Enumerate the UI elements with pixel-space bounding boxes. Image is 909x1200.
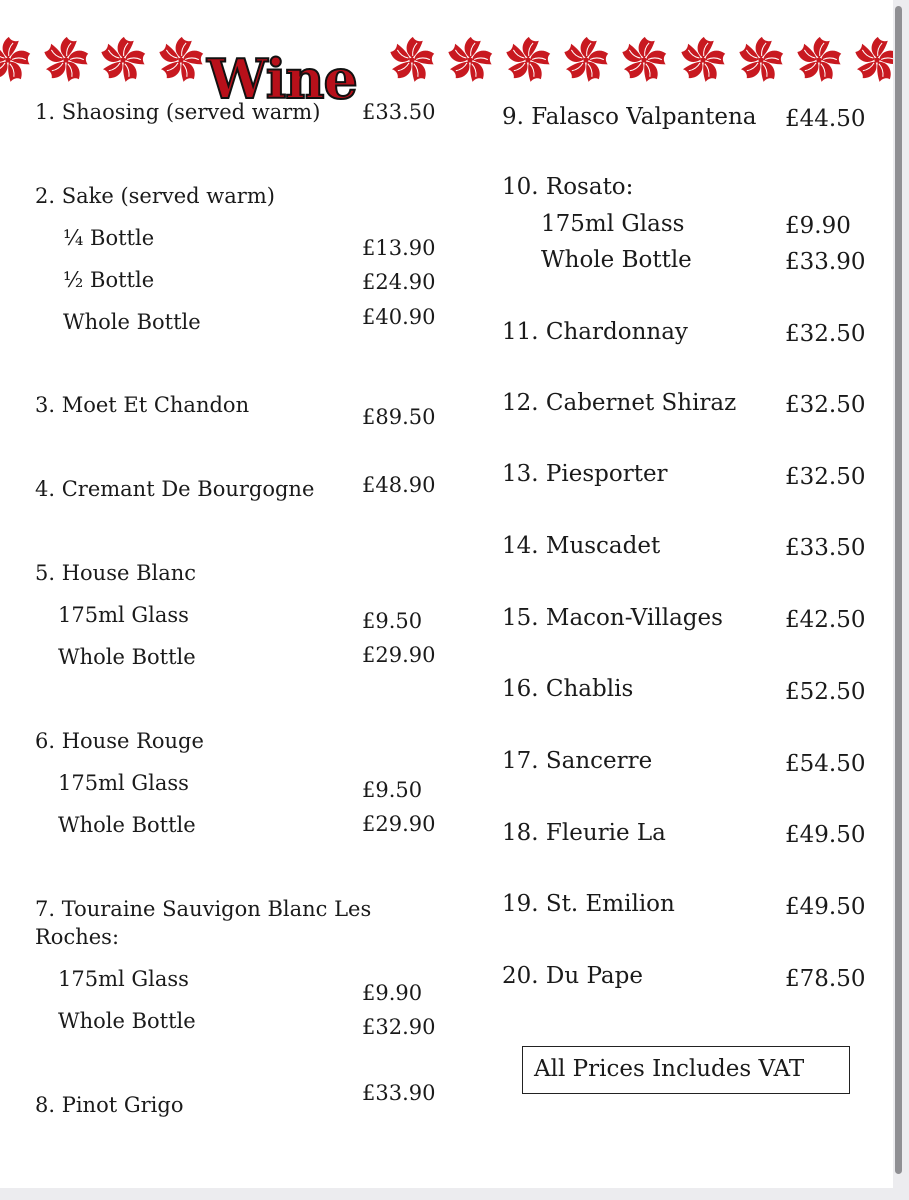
- bauhinia-flower-icon: [618, 34, 670, 86]
- size-label: 175ml Glass: [58, 603, 189, 627]
- scrollbar[interactable]: [895, 6, 902, 1174]
- item-name: 1. Shaosing (served warm): [35, 100, 321, 124]
- bauhinia-flower-icon: [155, 34, 207, 86]
- size-label: Whole Bottle: [58, 813, 196, 837]
- item-price: £89.50: [362, 405, 436, 429]
- item-name: 16. Chablis: [502, 676, 634, 702]
- item-price: £33.50: [785, 535, 866, 561]
- size-label: 175ml Glass: [58, 771, 189, 795]
- bauhinia-flower-icon: [97, 34, 149, 86]
- item-price: £48.90: [362, 473, 436, 497]
- item-price: £9.90: [362, 981, 423, 1005]
- size-label: Whole Bottle: [58, 1009, 196, 1033]
- page-title: Wine: [207, 47, 357, 111]
- bauhinia-flower-icon: [851, 34, 893, 86]
- item-price: £32.90: [362, 1015, 436, 1039]
- item-name: 12. Cabernet Shiraz: [502, 390, 737, 416]
- item-price: £49.50: [785, 894, 866, 920]
- item-name: 18. Fleurie La: [502, 820, 666, 846]
- item-name: 5. House Blanc: [35, 561, 197, 585]
- size-label: Whole Bottle: [63, 310, 201, 334]
- size-label: 175ml Glass: [58, 967, 189, 991]
- item-price: £29.90: [362, 643, 436, 667]
- bauhinia-flower-icon: [502, 34, 554, 86]
- item-price: £54.50: [785, 751, 866, 777]
- item-price: £29.90: [362, 812, 436, 836]
- item-price: £13.90: [362, 236, 436, 260]
- bauhinia-flower-icon: [677, 34, 729, 86]
- item-price: £49.50: [785, 822, 866, 848]
- item-price: £32.50: [785, 392, 866, 418]
- bauhinia-flower-icon: [386, 34, 438, 86]
- item-name: 14. Muscadet: [502, 533, 661, 559]
- item-name: 15. Macon-Villages: [502, 605, 723, 631]
- item-name: 3. Moet Et Chandon: [35, 393, 250, 417]
- item-price: £24.90: [362, 270, 436, 294]
- vat-notice: All Prices Includes VAT: [534, 1056, 805, 1082]
- item-price: £9.50: [362, 609, 423, 633]
- item-name: 11. Chardonnay: [502, 319, 688, 345]
- item-price: £32.50: [785, 464, 866, 490]
- item-name: 4. Cremant De Bourgogne: [35, 477, 315, 501]
- item-price: £52.50: [785, 679, 866, 705]
- item-price: £33.90: [362, 1081, 436, 1105]
- size-label: ¼ Bottle: [63, 226, 155, 250]
- bauhinia-flower-icon: [560, 34, 612, 86]
- item-name: 10. Rosato:: [502, 174, 634, 200]
- header-banner: [0, 24, 893, 111]
- item-price: £44.50: [785, 106, 866, 132]
- item-name-continued: Roches:: [35, 925, 120, 949]
- item-name: 19. St. Emilion: [502, 891, 675, 917]
- item-price: £33.50: [362, 100, 436, 124]
- item-price: £78.50: [785, 966, 866, 992]
- bauhinia-flower-icon: [444, 34, 496, 86]
- item-name: 20. Du Pape: [502, 963, 643, 989]
- bauhinia-flower-icon: [735, 34, 787, 86]
- item-name: 6. House Rouge: [35, 729, 204, 753]
- item-price: £40.90: [362, 305, 436, 329]
- item-price: £42.50: [785, 607, 866, 633]
- item-name: 17. Sancerre: [502, 748, 653, 774]
- item-name: 9. Falasco Valpantena: [502, 104, 757, 130]
- item-price: £9.50: [362, 778, 423, 802]
- size-label: Whole Bottle: [541, 247, 692, 273]
- size-label: Whole Bottle: [58, 645, 196, 669]
- item-name: 2. Sake (served warm): [35, 184, 275, 208]
- bauhinia-flower-icon: [793, 34, 845, 86]
- item-price: £33.90: [785, 249, 866, 275]
- bauhinia-flower-icon: [0, 34, 34, 86]
- bauhinia-flower-icon: [40, 34, 92, 86]
- item-name: 13. Piesporter: [502, 461, 668, 487]
- item-name: 8. Pinot Grigo: [35, 1093, 184, 1117]
- item-price: £32.50: [785, 321, 866, 347]
- size-label: ½ Bottle: [63, 268, 155, 292]
- item-price: £9.90: [785, 213, 851, 239]
- item-name: 7. Touraine Sauvigon Blanc Les: [35, 897, 372, 921]
- size-label: 175ml Glass: [541, 211, 685, 237]
